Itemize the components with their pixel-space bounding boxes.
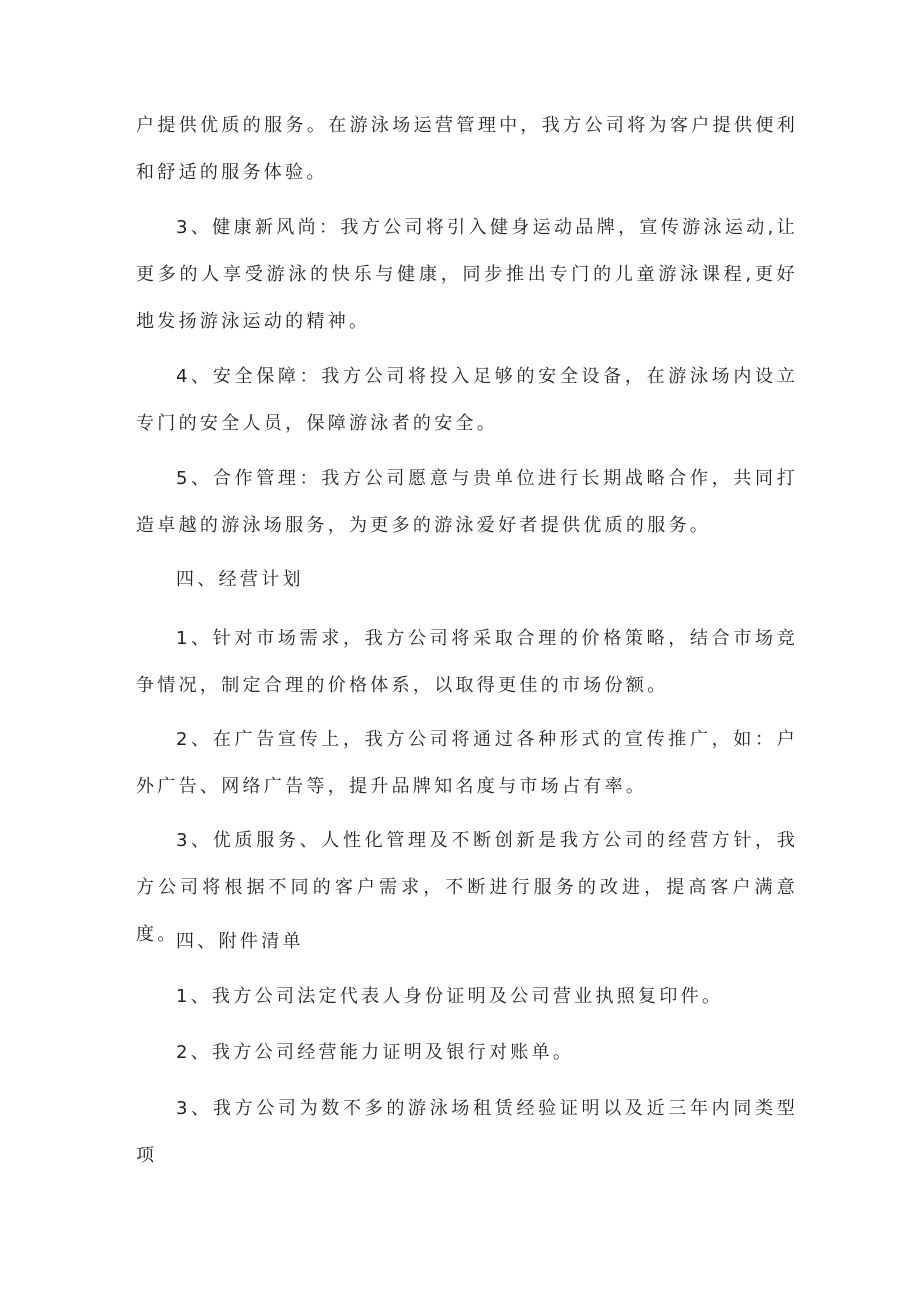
list-item-attachment-2: 2、我方公司经营能力证明及银行对账单。 xyxy=(176,1042,575,1063)
list-item-attachment-1: 1、我方公司法定代表人身份证明及公司营业执照复印件。 xyxy=(176,986,724,1007)
heading-business-plan: 四、经营计划 xyxy=(176,569,304,590)
paragraph-advertising: 2、在广告宣传上，我方公司将通过各种形式的宣传推广，如：户外广告、网络广告等，提升品牌知名度与市场占有率。 xyxy=(136,729,798,797)
heading-attachments: 四、附件清单 xyxy=(176,931,304,952)
paragraph-pricing: 1、针对市场需求，我方公司将采取合理的价格策略，结合市场竞争情况，制定合理的价格体系，以取得更佳的市场份额。 xyxy=(136,628,798,696)
paragraph-safety: 4、安全保障：我方公司将投入足够的安全设备，在游泳场内设立专门的安全人员，保障游泳者的安全。 xyxy=(136,366,798,434)
paragraph-health-trend: 3、健康新风尚：我方公司将引入健身运动品牌，宣传游泳运动,让更多的人享受游泳的快乐与健康，同步推出专门的儿童游泳课程,更好地发扬游泳运动的精神。 xyxy=(136,217,798,332)
list-item-attachment-3: 3、我方公司为数不多的游泳场租赁经验证明以及近三年内同类型项 xyxy=(136,1098,798,1166)
paragraph-quality-service: 3、优质服务、人性化管理及不断创新是我方公司的经营方针，我方公司将根据不同的客户需求，不断进行服务的改进，提高客户满意度。 xyxy=(136,830,798,945)
paragraph-service-continuation: 户提供优质的服务。在游泳场运营管理中，我方公司将为客户提供便利和舒适的服务体验。 xyxy=(136,115,798,183)
paragraph-cooperation: 5、合作管理：我方公司愿意与贵单位进行长期战略合作，共同打造卓越的游泳场服务，为更多的游泳爱好者提供优质的服务。 xyxy=(136,468,798,536)
